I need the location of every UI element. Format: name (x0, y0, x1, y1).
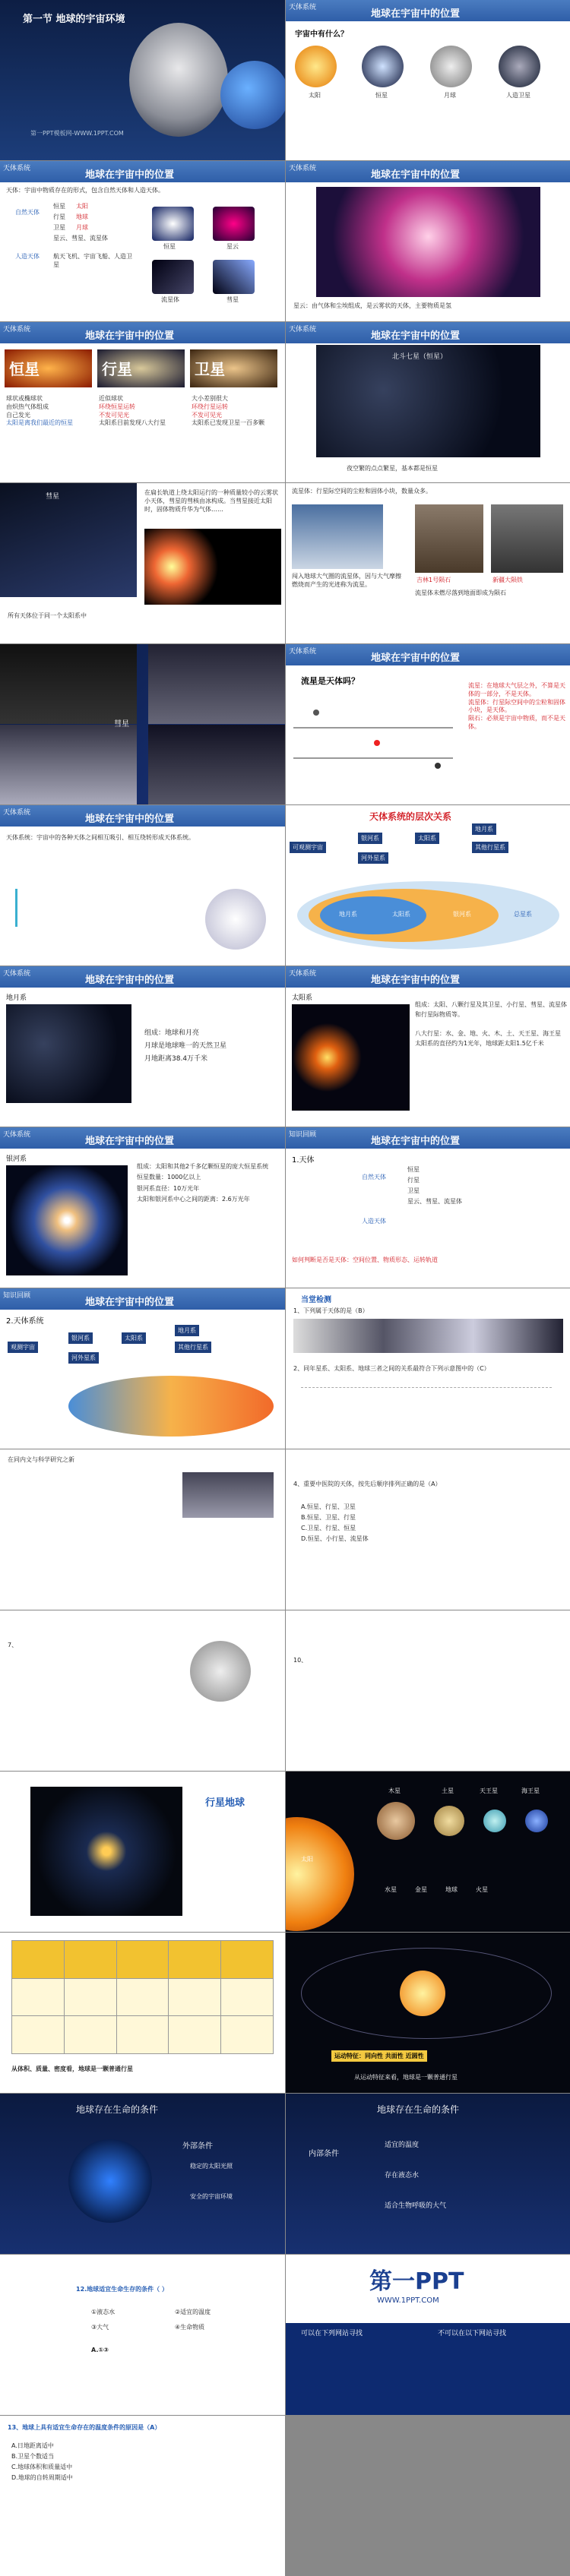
comet-text: 在扁长轨道上绕太阳运行的一种质量较小的云雾状小天体，彗星的彗核由冰构成。当彗星接近太阳时，固体物质升华为气体…… (144, 489, 278, 513)
section-label: 知识回顾 (289, 1131, 317, 1139)
cell (12, 1978, 65, 2016)
sun-image (295, 46, 337, 87)
box-observable: 观测宇宙 (8, 1342, 38, 1353)
q1-pictures (293, 1319, 563, 1353)
label-earth-moon: 地月系 (339, 911, 357, 918)
slide-planets (286, 1772, 570, 1932)
hierarchy-title: 天体系统的层次关系 (369, 811, 452, 822)
option-d: D.恒星、小行星、流星体 (301, 1535, 369, 1542)
earth-moon-image (6, 1004, 131, 1103)
meteoroid-def: 流星体：行星际空间的尘粒和固体小块，数量众多。 (292, 488, 432, 495)
cell (12, 2016, 65, 2054)
section-label: 知识回顾 (3, 1292, 31, 1300)
header-title: 地球在宇宙中的位置 (85, 975, 175, 986)
label-uranus: 天王星 (480, 1787, 498, 1794)
header-title: 地球在宇宙中的位置 (371, 975, 461, 986)
pic-label-meteor: 流星体 (161, 296, 179, 303)
space-photo-2 (148, 644, 285, 724)
fact: 八大行星：水、金、地、火、木、土、天王星、海王星 (415, 1030, 561, 1038)
definition: 天体：宇宙中物质存在的形式，包含自然天体和人造天体。 (6, 187, 164, 194)
option-a: A.日地距离适中 (11, 2442, 54, 2449)
cell (169, 2016, 221, 2054)
quiz-text: 在同内文与科学研究之新 (8, 1456, 74, 1463)
xinjiang-label: 新疆大陨铁 (492, 577, 523, 583)
orbit-image (205, 889, 266, 950)
item-others: 星云、彗星、流星体 (407, 1198, 462, 1205)
fact: 银河系直径：10万光年 (137, 1184, 200, 1192)
fact: 太阳系的直径约为1光年，地球距太阳1.5亿千米 (415, 1040, 544, 1048)
slide-meteoroid (286, 483, 570, 643)
pic-comet (213, 260, 255, 294)
condition-1: 适宜的温度 (385, 2141, 420, 2149)
cell (221, 1978, 274, 2016)
slide-title-text: 第一节 地球的宇宙环境 (23, 14, 125, 25)
slide-life-external (0, 2094, 285, 2254)
fact: 太阳和银河系中心之间的距离：2.6万光年 (137, 1196, 250, 1203)
review-heading: 1.天体 (292, 1156, 315, 1165)
pic-label-comet: 彗星 (226, 296, 239, 303)
question-7: 7、 (8, 1642, 18, 1648)
header-title: 地球在宇宙中的位置 (371, 169, 461, 181)
system-definition: 天体系统：宇宙中的各种天体之间相互吸引、相互绕转形成天体系统。 (6, 834, 195, 841)
note: 近似球状 (99, 395, 123, 402)
satellite-image (499, 46, 540, 87)
section-label: 天体系统 (3, 970, 31, 978)
slide-celestial-bodies (0, 161, 285, 321)
question-12: 12.地球适宜生命生存的条件（ ） (76, 2286, 168, 2293)
note: 大小差别很大 (192, 395, 228, 402)
jilin-photo (415, 504, 483, 573)
night-sky-image (316, 345, 540, 457)
slide-motion (286, 1933, 570, 2093)
item-earth: 地球 (76, 213, 88, 220)
box-solar-system: 太阳系 (415, 833, 439, 844)
photo-caption: 彗星 (114, 720, 129, 729)
header-title: 地球在宇宙中的位置 (85, 814, 175, 825)
label-mercury: 水星 (385, 1886, 397, 1893)
xinjiang-photo (491, 504, 563, 573)
label-moon: 月球 (444, 92, 456, 99)
label-neptune: 海王星 (521, 1787, 540, 1794)
natural-bodies: 自然天体 (15, 209, 40, 216)
table-caption: 从体积、质量、密度看，地球是一颗普通行星 (11, 2066, 133, 2072)
item-star: 恒星 (53, 203, 65, 210)
item-planet: 行星 (407, 1177, 420, 1184)
item-satellite: 卫星 (53, 224, 65, 231)
nebula-caption: 星云：由气体和尘埃组成，是云雾状的天体，主要物质是氢 (293, 302, 451, 309)
col-satellite (190, 349, 277, 387)
meteor-diagram (293, 697, 461, 773)
col-star-notes (6, 395, 91, 428)
header-title: 地球在宇宙中的位置 (85, 1297, 175, 1308)
option-2: ②适宜的温度 (175, 2309, 211, 2315)
notes (468, 682, 567, 732)
jupiter (377, 1802, 415, 1840)
note: 由炽热气体组成 (6, 403, 49, 410)
label-sun: 太阳 (309, 92, 321, 99)
natural-bodies: 自然天体 (362, 1174, 386, 1181)
question-2: 2、同年星系、太阳系、地球三者之间的关系最符合下列示意图中的（C） (293, 1365, 490, 1372)
label-mars: 火星 (476, 1886, 488, 1893)
condition-2: 安全的宇宙环境 (190, 2193, 233, 2200)
note: 环绕恒星运转 (99, 403, 135, 410)
condition-1: 稳定的太阳光照 (190, 2163, 233, 2170)
item-moon: 月球 (76, 224, 88, 231)
site-text: WWW.1PPT.COM (377, 2296, 439, 2305)
note: 环绕行星运转 (192, 403, 228, 410)
label-saturn: 土星 (442, 1787, 454, 1794)
system-name: 太阳系 (292, 994, 313, 1002)
slide-milky-way (0, 1127, 285, 1288)
slide-quiz-5 (286, 1610, 570, 1771)
box-milky-way: 银河系 (358, 833, 382, 844)
motion-caption: 从运动特征来看，地球是一颗普通行星 (354, 2074, 458, 2081)
life-title: 地球存在生命的条件 (377, 2104, 460, 2115)
slide-review-2 (0, 1288, 285, 1449)
pic-label-star: 恒星 (163, 243, 176, 250)
life-title: 地球存在生命的条件 (76, 2104, 159, 2115)
condition-3: 适合生物呼吸的大气 (385, 2202, 447, 2210)
comet-photo (0, 483, 137, 597)
option-3: ③大气 (91, 2324, 109, 2331)
option-a: A.恒星、行星、卫星 (301, 1503, 356, 1510)
panel-left-title: 可以在下列网站寻找 (301, 2330, 363, 2337)
meteor-text: 闯入地球大气圈的流星体，因与大气摩擦燃烧而产生的光迹称为流星。 (292, 573, 401, 588)
solar-text: 所有天体位于同一个太阳系中 (8, 612, 87, 619)
meteor-photo (292, 504, 383, 569)
fact: 组成：地球和月亮 (144, 1029, 200, 1037)
option-c: C.卫星、行星、恒星 (301, 1525, 356, 1531)
saturn (434, 1806, 464, 1836)
item-star: 恒星 (407, 1166, 420, 1173)
option-b: B.恒星、卫星、行星 (301, 1514, 356, 1521)
section-label: 天体系统 (3, 1131, 31, 1139)
slide-comet-solar (0, 483, 285, 643)
note-meteoroid: 流星体：行星际空间中的尘粒和固体小块，是天体。 (468, 698, 565, 714)
pic-meteor (152, 260, 194, 294)
question-13: 13、地球上具有适宜生命存在的温度条件的原因是（A） (8, 2424, 161, 2431)
slide-star-planet-satellite (0, 322, 285, 482)
question: 流星是天体吗？ (301, 676, 359, 686)
orbit-rings (301, 1948, 552, 2039)
moon-photo (190, 1641, 251, 1702)
stars-caption: 夜空繁的点点繁星，基本都是恒星 (347, 465, 438, 472)
neptune (525, 1810, 548, 1832)
astronaut-image (129, 23, 228, 137)
artificial-bodies: 人造天体 (15, 253, 40, 260)
slide-title (0, 0, 285, 160)
note: 球状或椭球状 (6, 395, 43, 402)
item-others: 星云、彗星、流星体 (53, 235, 108, 242)
ellipse (68, 1376, 274, 1437)
box-other-systems: 其他行星系 (175, 1342, 211, 1353)
earth-glow (68, 2139, 152, 2223)
solar-system-image (144, 529, 281, 605)
slide-review-1 (286, 1127, 570, 1288)
orbits-image (30, 1787, 182, 1916)
cell (116, 2016, 169, 2054)
slide-planet-earth (0, 1772, 285, 1932)
box-other-systems: 其他行星系 (472, 842, 508, 853)
label-total: 总星系 (514, 911, 532, 918)
pic-nebula (213, 207, 255, 241)
slide-quiz-12 (0, 2255, 285, 2415)
section-title: 行星地球 (205, 1797, 245, 1809)
slide-is-meteor (286, 644, 570, 804)
slide-system-def (0, 805, 285, 966)
section-label: 天体系统 (289, 970, 317, 978)
box-milky-way: 银河系 (68, 1332, 93, 1344)
space-photo-3 (0, 725, 137, 804)
solar-image (292, 1004, 410, 1111)
pic-star (152, 207, 194, 241)
item-sun: 太阳 (76, 203, 88, 210)
slide-solar-system (286, 966, 570, 1127)
slide-quiz-1 (286, 1288, 570, 1449)
logo-text: 第一PPT (369, 2268, 464, 2295)
note-meteorite: 陨石：必须是宇宙中物质，而不是天体。 (468, 715, 565, 730)
fact: 组成：太阳和其他2千多亿颗恒星的庞大恒星系统 (137, 1163, 269, 1170)
fact: 月球是地球唯一的天然卫星 (144, 1042, 227, 1051)
col-planet (97, 349, 185, 387)
slide-space-photos (0, 644, 285, 804)
header-title: 地球在宇宙中的位置 (85, 1136, 175, 1147)
cell (116, 1941, 169, 1979)
option-d: D.地球的自转周期适中 (11, 2474, 73, 2481)
col-title-star: 恒星 (9, 360, 40, 378)
quiz-title: 当堂检测 (301, 1296, 331, 1304)
slide-hierarchy (286, 805, 570, 966)
section-label: 天体系统 (289, 165, 317, 172)
sun-big (286, 1817, 354, 1931)
section-label: 天体系统 (289, 326, 317, 333)
box-earth-moon: 地月系 (175, 1325, 199, 1336)
col-planet-notes (99, 395, 184, 428)
note: 自己发光 (6, 411, 30, 419)
label-satellite: 人造卫星 (506, 92, 530, 99)
header-title: 地球在宇宙中的位置 (371, 1136, 461, 1147)
col-title-planet: 行星 (102, 360, 132, 378)
box-solar: 太阳系 (122, 1332, 146, 1344)
comet-label: 彗星 (46, 493, 60, 501)
planet-data-table (11, 1940, 274, 2054)
note: 不发可见光 (192, 411, 222, 419)
note: 太阳系已发现卫星一百多颗 (192, 419, 264, 427)
col-title-satellite: 卫星 (195, 360, 225, 378)
cell (12, 1941, 65, 1979)
col-satellite-notes (192, 395, 277, 428)
slide-nebula (286, 161, 570, 321)
cell (221, 1941, 274, 1979)
space-photo-4 (148, 725, 285, 804)
slide-quiz-13 (0, 2416, 285, 2576)
site-text: 第一PPT模板网-WWW.1PPT.COM (30, 130, 124, 137)
header-title: 地球在宇宙中的位置 (85, 330, 175, 342)
item-planet: 行星 (53, 213, 65, 220)
slide-quiz-2 (0, 1449, 285, 1610)
cell (64, 1941, 116, 1979)
external-heading: 外部条件 (182, 2142, 213, 2151)
item-satellite: 卫星 (407, 1187, 420, 1194)
option-4: ④生命物质 (175, 2324, 205, 2331)
space-photo-1 (0, 644, 137, 724)
option-1: ①液态水 (91, 2309, 116, 2315)
galaxy-image (6, 1165, 128, 1275)
cell (169, 1941, 221, 1979)
slide-planet-table (0, 1933, 285, 2093)
label-solar: 太阳系 (392, 911, 410, 918)
pic-label-nebula: 星云 (226, 243, 239, 250)
answer-option: A.①③ (91, 2347, 109, 2353)
box-other-galaxies: 河外星系 (68, 1352, 99, 1364)
note: 太阳系目前发现八大行星 (99, 419, 166, 427)
slide-earth-moon (0, 966, 285, 1127)
header-title: 地球在宇宙中的位置 (371, 653, 461, 664)
section-label: 天体系统 (289, 4, 317, 11)
slide-big-dipper (286, 322, 570, 482)
label-earth: 地球 (445, 1886, 458, 1893)
meteorite-def: 流星体未燃尽落到地面即成为陨石 (415, 589, 506, 596)
section-label: 天体系统 (3, 165, 31, 172)
box-earth-moon: 地月系 (472, 823, 496, 835)
facts (137, 1162, 281, 1206)
fact: 月地距离38.4万千米 (144, 1055, 208, 1064)
flow-blocks (15, 889, 167, 927)
slide-life-internal (286, 2094, 570, 2254)
facts (415, 1000, 567, 1049)
system-name: 银河系 (6, 1155, 27, 1163)
artificial-bodies: 人造天体 (362, 1218, 386, 1225)
review-heading: 2.天体系统 (6, 1317, 44, 1326)
uranus (483, 1810, 506, 1832)
label-galaxy: 银河系 (453, 911, 471, 918)
box-other-galaxies: 河外星系 (358, 852, 388, 864)
section-label: 天体系统 (3, 326, 31, 333)
header-title: 地球在宇宙中的位置 (371, 8, 461, 20)
question-4: 4、重要中医院的天体，按先后顺序排列正确的是（A） (293, 1481, 442, 1487)
system-name: 地月系 (6, 994, 27, 1002)
section-label: 天体系统 (289, 648, 317, 656)
note: 不发可见光 (99, 411, 129, 419)
star-image (362, 46, 404, 87)
option-c: C.地球体积和质量适中 (11, 2464, 73, 2470)
option-b: B.卫星个数适当 (11, 2453, 55, 2460)
cell (116, 1978, 169, 2016)
cell (169, 1978, 221, 2016)
panel-right-title: 不可以在以下网站寻找 (438, 2330, 507, 2337)
quiz-photo (182, 1472, 274, 1518)
note-meteor: 流星：在地球大气层之外，不算是天体的一部分，不是天体。 (468, 682, 565, 697)
cell (221, 2016, 274, 2054)
label-jupiter: 木星 (388, 1787, 401, 1794)
ellipse-solar (320, 896, 426, 934)
label-sun: 太阳 (301, 1856, 313, 1863)
dipper-caption: 北斗七星（恒星） (392, 353, 448, 361)
cell (64, 1978, 116, 2016)
question-10: 10、 (293, 1657, 308, 1664)
note: 太阳是离我们最近的恒星 (6, 419, 73, 427)
slide-quiz-3 (286, 1449, 570, 1610)
fact: 恒星数量：1000亿以上 (137, 1174, 201, 1181)
section-label: 天体系统 (3, 809, 31, 817)
facts (144, 1027, 281, 1066)
question: 宇宙中有什么？ (295, 30, 348, 39)
slide-universe (286, 0, 570, 160)
slide-quiz-4 (0, 1610, 285, 1771)
q2-diagrams (301, 1387, 552, 1433)
motion-features: 运动特征：同向性 共面性 近圆性 (331, 2050, 427, 2062)
nebula-image (316, 187, 540, 297)
jilin-label: 吉林1号陨石 (416, 577, 451, 583)
internal-heading: 内部条件 (309, 2150, 339, 2158)
fact: 组成：太阳、八颗行星及其卫星、小行星、彗星、流星体和行星际物质等。 (415, 1001, 567, 1018)
box-observable-universe: 可观测宇宙 (290, 842, 326, 853)
slide-credits (286, 2255, 570, 2415)
label-star: 恒星 (375, 92, 388, 99)
condition-2: 存在液态水 (385, 2172, 420, 2179)
col-star (5, 349, 92, 387)
header-title: 地球在宇宙中的位置 (85, 169, 175, 181)
judge-text: 如何判断是否是天体：空间位置、物质形态、运转轨道 (292, 1256, 438, 1263)
question-1: 1、下列属于天体的是（B） (293, 1307, 369, 1314)
label-venus: 金星 (415, 1886, 427, 1893)
moon-image (430, 46, 472, 87)
artificial-items: 航天飞机、宇宙飞船、人造卫星 (53, 253, 132, 268)
cell (64, 2016, 116, 2054)
earth-image (220, 61, 285, 129)
header-title: 地球在宇宙中的位置 (371, 330, 461, 342)
